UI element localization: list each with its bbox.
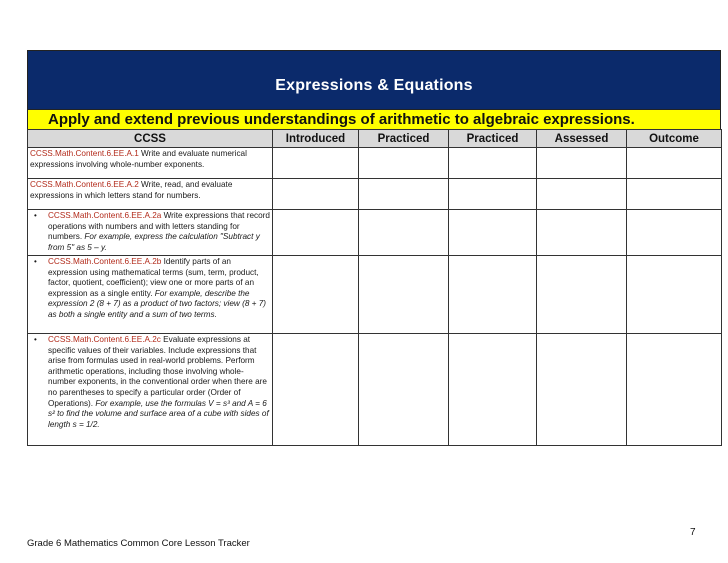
standard-text: Write, read, and evaluate expressions in which letters stand for numbers. [30, 180, 233, 200]
assessed-cell[interactable] [537, 148, 627, 179]
assessed-cell[interactable] [537, 179, 627, 210]
column-header-assessed: Assessed [537, 130, 627, 148]
table-row [28, 334, 722, 446]
standard-text: Write and evaluate numerical expressions involving whole-number exponents. [30, 149, 247, 169]
outcome-cell[interactable] [627, 148, 722, 179]
standard-cell [28, 334, 273, 446]
column-header-introduced: Introduced [273, 130, 359, 148]
bullet-icon: • [34, 335, 37, 344]
standard-text: Write expressions that record operations with numbers and with letters standing for numbers. [48, 211, 270, 242]
page-title: Expressions & Equations [275, 77, 473, 94]
page-number: 7 [690, 527, 696, 538]
practiced-cell-2[interactable] [449, 179, 537, 210]
practiced-cell[interactable] [359, 179, 449, 210]
bullet-icon: • [34, 257, 37, 266]
outcome-cell[interactable] [627, 210, 722, 256]
standard-example: For example, express the calculation "Subtract y from 5" as 5 – y. [48, 232, 260, 252]
cluster-heading: Apply and extend previous understandings of arithmetic to algebraic expressions. [27, 110, 721, 129]
standard-example: For example, describe the expression 2 (8 + 7) as a product of two factors; view (8 + 7) as both a single entity and a sum of two terms. [48, 288, 266, 319]
standard-code: CCSS.Math.Content.6.EE.A.2b [48, 257, 162, 266]
practiced-cell[interactable] [359, 210, 449, 256]
standard-cell [28, 148, 273, 179]
practiced-cell-2[interactable] [449, 334, 537, 446]
standard-text: Evaluate expressions at specific values of their variables. Include expressions that arise from formulas used in real-world problems. Perform arithmetic operations, including those involving whole-number exponents, in the conventional order when there are no parentheses to specify a particular order (Order of Operations). [48, 335, 267, 408]
introduced-cell[interactable] [273, 256, 359, 334]
footer-text: Grade 6 Mathematics Common Core Lesson Tracker [27, 538, 250, 549]
introduced-cell[interactable] [273, 210, 359, 256]
outcome-cell[interactable] [627, 334, 722, 446]
column-header-ccss: CCSS [28, 130, 273, 148]
standard-cell [28, 179, 273, 210]
column-header-practiced-2: Practiced [449, 130, 537, 148]
column-header-outcome: Outcome [627, 130, 722, 148]
outcome-cell[interactable] [627, 179, 722, 210]
introduced-cell[interactable] [273, 334, 359, 446]
standard-cell [28, 256, 273, 334]
column-header-practiced: Practiced [359, 130, 449, 148]
standard-code: CCSS.Math.Content.6.EE.A.1 [30, 149, 139, 158]
bullet-icon: • [34, 211, 37, 220]
table-row [28, 179, 722, 210]
introduced-cell[interactable] [273, 179, 359, 210]
standard-code: CCSS.Math.Content.6.EE.A.2 [30, 180, 139, 189]
table-row [28, 256, 722, 334]
assessed-cell[interactable] [537, 256, 627, 334]
practiced-cell-2[interactable] [449, 256, 537, 334]
title-banner [27, 50, 721, 110]
table-row [28, 210, 722, 256]
header-row [28, 130, 722, 148]
standard-text: Identify parts of an expression using mathematical terms (sum, term, product, factor, quotient, coefficient); view one or more parts of an expression as a single entity. [48, 257, 259, 298]
practiced-cell-2[interactable] [449, 210, 537, 256]
standard-example: For example, use the formulas V = s³ and A = 6 s² to find the volume and surface area of a cube with sides of length s = 1/2. [48, 398, 269, 429]
standard-cell [28, 210, 273, 256]
lesson-tracker-table [27, 129, 722, 446]
outcome-cell[interactable] [627, 256, 722, 334]
practiced-cell-2[interactable] [449, 148, 537, 179]
introduced-cell[interactable] [273, 148, 359, 179]
standard-code: CCSS.Math.Content.6.EE.A.2a [48, 211, 162, 220]
standard-code: CCSS.Math.Content.6.EE.A.2c [48, 335, 161, 344]
assessed-cell[interactable] [537, 334, 627, 446]
practiced-cell[interactable] [359, 256, 449, 334]
table-row [28, 148, 722, 179]
practiced-cell[interactable] [359, 148, 449, 179]
practiced-cell[interactable] [359, 334, 449, 446]
assessed-cell[interactable] [537, 210, 627, 256]
